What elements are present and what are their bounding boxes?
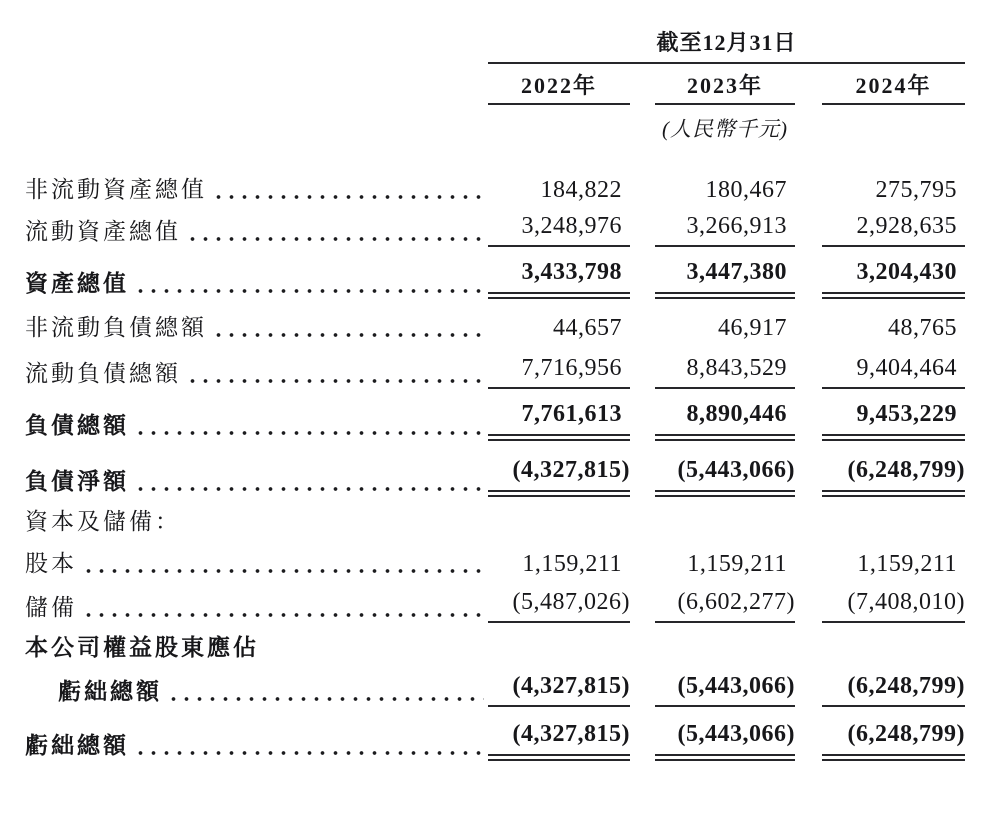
- period-header-row: [25, 30, 965, 64]
- row-label: 流動資產總值: [25, 219, 181, 244]
- column-header-2023: 2023年: [655, 64, 795, 105]
- value-2022: (4,327,815): [488, 707, 630, 761]
- value-2024: (6,248,799): [822, 441, 965, 497]
- value-2023: 180,467: [705, 177, 787, 203]
- row-total-liabilities: [25, 389, 965, 441]
- value-2023: 1,159,211: [687, 551, 787, 577]
- unit-note-row: [25, 105, 965, 139]
- value-2023: (5,443,066): [655, 441, 795, 497]
- value-2024: 48,765: [888, 315, 958, 341]
- row-non-current-assets-total: [25, 173, 965, 205]
- row-label: 非流動負債總額: [25, 315, 207, 340]
- value-2022: 44,657: [553, 315, 622, 341]
- dot-leader: [134, 269, 484, 299]
- row-current-liabilities-total: [25, 343, 965, 389]
- value-2024: 3,204,430: [822, 247, 965, 299]
- dot-leader: [134, 467, 484, 497]
- value-2023: (6,602,277): [655, 579, 795, 623]
- row-label: 虧絀總額: [58, 679, 162, 704]
- value-2022: 7,716,956: [488, 343, 630, 389]
- row-label: 流動負債總額: [25, 361, 181, 386]
- value-2023: 8,890,446: [655, 389, 795, 441]
- value-2022: 184,822: [540, 177, 622, 203]
- dot-leader: [186, 217, 484, 247]
- value-2024: 2,928,635: [822, 205, 965, 247]
- value-2022: (5,487,026): [488, 579, 630, 623]
- dot-leader: [186, 359, 484, 389]
- dot-leader: [212, 175, 484, 205]
- value-2023: 8,843,529: [655, 343, 795, 389]
- row-label: 負債淨額: [25, 469, 129, 494]
- row-label: 負債總額: [25, 413, 129, 438]
- value-2022: (4,327,815): [488, 663, 630, 707]
- row-label: 股本: [25, 551, 77, 576]
- value-2022: 3,248,976: [488, 205, 630, 247]
- row-label: 非流動資產總值: [25, 177, 207, 202]
- spacer-row: [25, 139, 965, 173]
- value-2024: 9,404,464: [822, 343, 965, 389]
- row-non-current-liabilities-total: [25, 299, 965, 343]
- value-2024: 275,795: [875, 177, 958, 203]
- row-reserves: [25, 579, 965, 623]
- value-2023: 3,447,380: [655, 247, 795, 299]
- value-2023: (5,443,066): [655, 707, 795, 761]
- dot-leader: [82, 593, 484, 623]
- row-label: 儲備: [25, 595, 77, 620]
- row-net-liabilities: [25, 441, 965, 497]
- row-label: 資產總值: [25, 271, 129, 296]
- row-attributable-heading: [25, 623, 965, 663]
- value-2023: 46,917: [718, 315, 787, 341]
- value-2024: (6,248,799): [822, 707, 965, 761]
- row-current-assets-total: [25, 205, 965, 247]
- financial-position-table: [25, 30, 965, 761]
- dot-leader: [134, 411, 484, 441]
- column-header-2024: 2024年: [822, 64, 965, 105]
- row-share-capital: [25, 537, 965, 579]
- section-heading: 資本及儲備：: [25, 509, 181, 534]
- value-2022: 1,159,211: [522, 551, 622, 577]
- value-2022: (4,327,815): [488, 441, 630, 497]
- dot-leader: [212, 313, 484, 343]
- year-header-row: [25, 64, 965, 105]
- row-capital-and-reserves-heading: [25, 497, 965, 537]
- value-2024: (6,248,799): [822, 663, 965, 707]
- dot-leader: [82, 549, 484, 579]
- row-total-deficit: [25, 707, 965, 761]
- value-2022: 3,433,798: [488, 247, 630, 299]
- value-2023: 3,266,913: [655, 205, 795, 247]
- dot-leader: [167, 677, 484, 707]
- value-2024: 9,453,229: [822, 389, 965, 441]
- column-header-2022: 2022年: [488, 64, 630, 105]
- value-2022: 7,761,613: [488, 389, 630, 441]
- value-2024: (7,408,010): [822, 579, 965, 623]
- row-label: 虧絀總額: [25, 733, 129, 758]
- currency-unit-note: (人民幣千元): [662, 117, 788, 141]
- row-attributable-total-deficit: [25, 663, 965, 707]
- value-2023: (5,443,066): [655, 663, 795, 707]
- row-total-assets: [25, 247, 965, 299]
- row-label: 本公司權益股東應佔: [25, 635, 259, 660]
- period-header: 截至12月31日: [488, 30, 965, 64]
- dot-leader: [134, 731, 484, 761]
- value-2024: 1,159,211: [857, 551, 958, 577]
